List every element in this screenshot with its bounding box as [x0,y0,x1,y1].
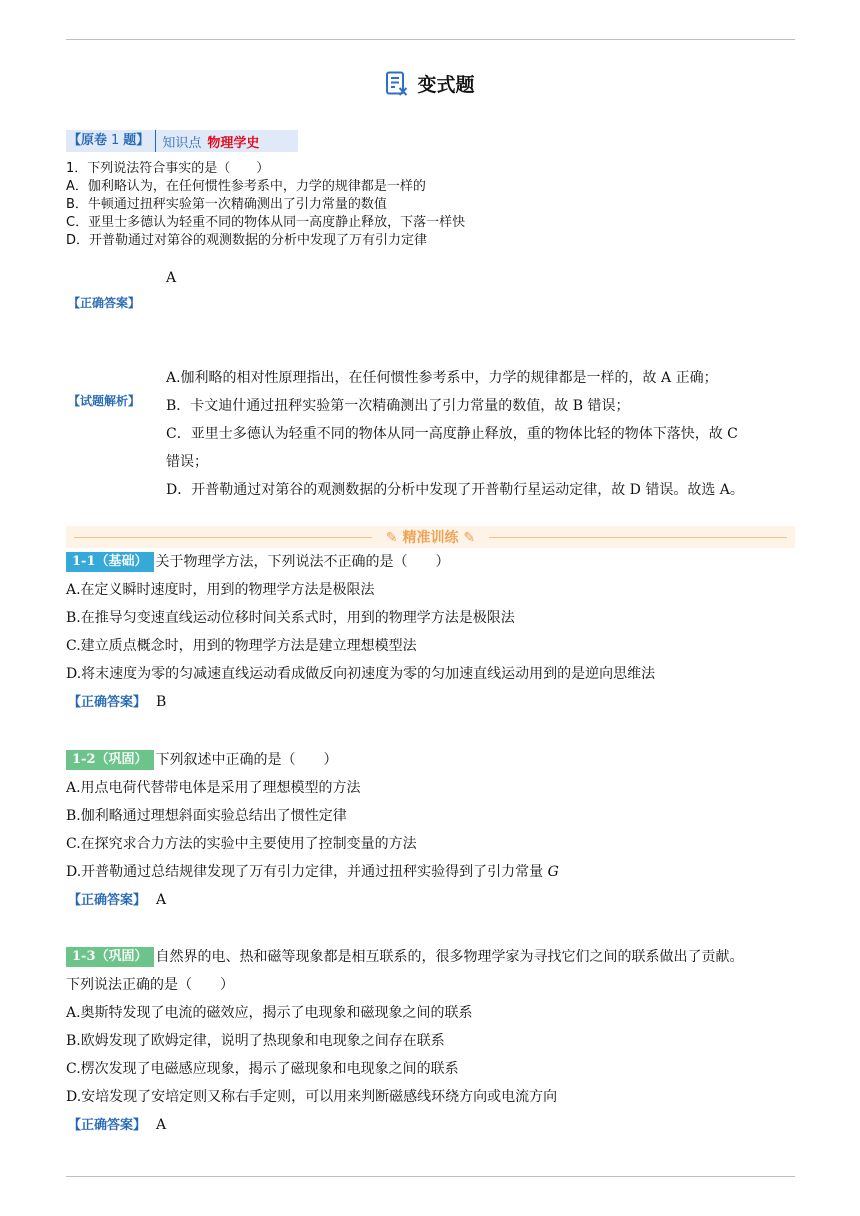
original-stem: 1．下列说法符合事实的是（ ） [66,161,270,176]
original-option-b: B．牛顿通过扭秤实验第一次精确测出了引力常量的数值 [66,197,387,212]
correct-answer-label: 【正确答案】 [68,893,147,908]
question-1-3 [66,943,796,1140]
bottom-rule [66,1176,795,1177]
knowledge-point-value: 物理学史 [207,135,260,151]
pencil-icon: ✎ [385,530,398,546]
question-stem: 自然界的电、热和磁等现象都是相互联系的，很多物理学家为寻找它们之间的联系做出了贡献。 [155,949,744,965]
gravitational-constant-symbol: G [547,864,559,880]
section-divider [66,526,795,548]
option-b: B.在推导匀变速直线运动位移时间关系式时，用到的物理学方法是极限法 [66,610,515,626]
question-1-2 [66,746,796,915]
original-option-a: A．伽利略认为，在任何惯性参考系中，力学的规律都是一样的 [66,179,426,194]
question-stem: 关于物理学方法，下列说法不正确的是（ ） [155,554,450,570]
option-a: A.在定义瞬时速度时，用到的物理学方法是极限法 [66,582,375,598]
difficulty-tag: 1-1（基础） [66,552,154,572]
original-source-label: 【原卷 1 题】 [66,130,156,152]
analysis-line: C．亚里士多德认为轻重不同的物体从同一高度静止释放，重的物体比轻的物体下落快，故 C [166,426,738,442]
page-title: 变式题 [417,74,475,96]
analysis-text [166,364,794,504]
option-c: C.楞次发现了电磁感应现象，揭示了磁现象和电现象之间的联系 [66,1061,459,1077]
original-option-d: D．开普勒通过对第谷的观测数据的分析中发现了万有引力定律 [66,233,428,248]
divider-line-left [74,537,372,538]
analysis-label: 【试题解析】 [68,394,141,408]
option-c: C.建立质点概念时，用到的物理学方法是建立理想模型法 [66,638,417,654]
option-c: C.在探究求合力方法的实验中主要使用了控制变量的方法 [66,836,417,852]
title-bar [0,70,860,97]
divider-line-right [489,537,787,538]
original-option-c: C．亚里士多德认为轻重不同的物体从同一高度静止释放，下落一样快 [66,215,466,230]
correct-answer-label: 【正确答案】 [68,695,147,710]
divider-title: ✎ 精准训练 ✎ [385,530,476,546]
top-rule [66,39,795,40]
analysis-line: 错误； [166,454,208,470]
original-answer-value: A [166,270,177,286]
question-stem: 下列叙述中正确的是（ ） [155,752,338,768]
option-d: D.安培发现了安培定则又称右手定则，可以用来判断磁感线环绕方向或电流方向 [66,1089,558,1105]
knowledge-point-label: 知识点 [162,135,202,151]
knowledge-point-bar [66,130,298,152]
option-d: D.开普勒通过总结规律发现了万有引力定律，并通过扭秤实验得到了引力常量 G [66,864,559,880]
question-1-1 [66,548,796,717]
answer-value: B [156,694,167,710]
correct-answer-label: 【正确答案】 [68,1118,147,1133]
answer-value: A [156,1117,167,1133]
difficulty-tag: 1-3（巩固） [66,947,154,967]
analysis-line: B．卡文迪什通过扭秤实验第一次精确测出了引力常量的数值，故 B 错误； [166,398,630,414]
option-a: A.奥斯特发现了电流的磁效应，揭示了电现象和磁现象之间的联系 [66,1005,473,1021]
answer-value: A [156,892,167,908]
analysis-line: D．开普勒通过对第谷的观测数据的分析中发现了开普勒行星运动定律，故 D 错误。故选 A。 [166,482,744,498]
analysis-line: A.伽利略的相对性原理指出，在任何惯性参考系中，力学的规律都是一样的，故 A 正确； [166,370,718,386]
exercise-list-icon [385,71,409,97]
option-d: D.将末速度为零的匀减速直线运动看成做反向初速度为零的匀加速直线运动用到的是逆向思维法 [66,666,656,682]
option-b: B.伽利略通过理想斜面实验总结出了惯性定律 [66,808,347,824]
option-a: A.用点电荷代替带电体是采用了理想模型的方法 [66,780,361,796]
question-stem-cont: 下列说法正确的是（ ） [66,977,234,993]
difficulty-tag: 1-2（巩固） [66,750,154,770]
option-b: B.欧姆发现了欧姆定律，说明了热现象和电现象之间存在联系 [66,1033,445,1049]
original-question [66,160,465,250]
correct-answer-label: 【正确答案】 [68,296,141,310]
pencil-icon: ✎ [463,530,476,546]
